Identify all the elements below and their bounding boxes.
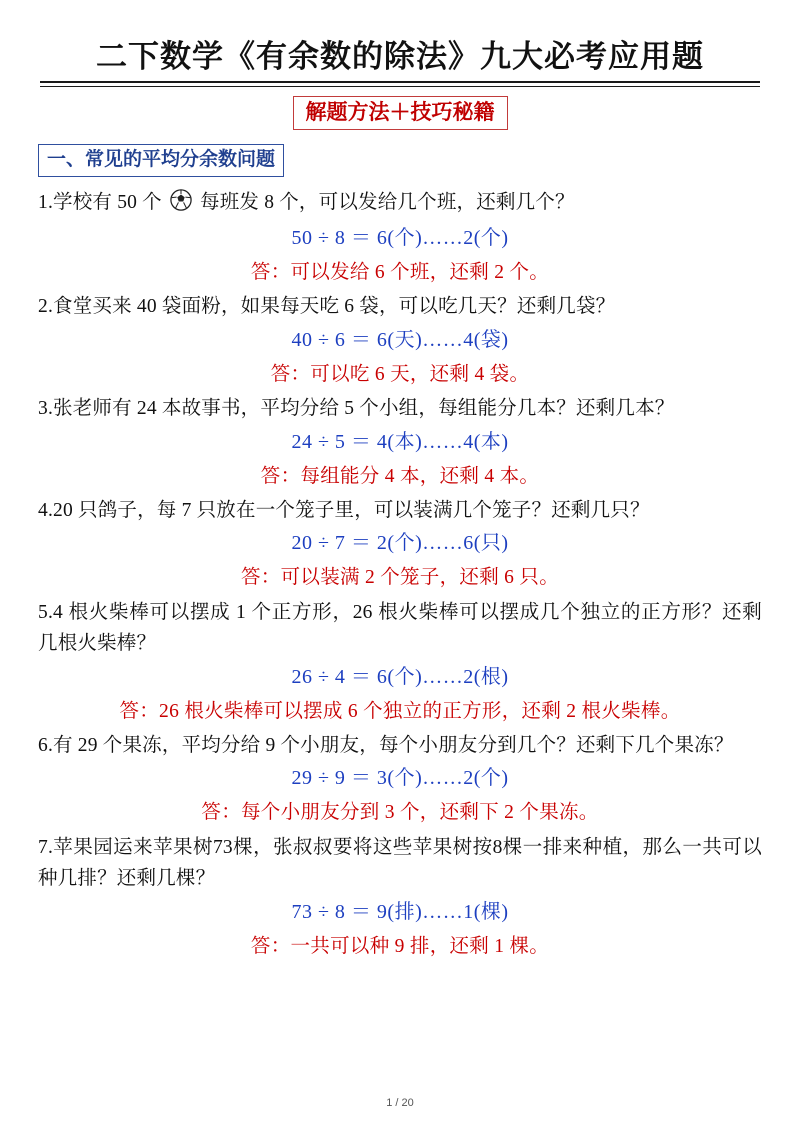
problem-item	[38, 832, 762, 963]
problem-answer: 答：每组能分 4 本，还剩 4 本。	[260, 465, 540, 487]
soccer-ball-icon	[170, 189, 192, 222]
title-block	[38, 38, 762, 87]
problem-item	[38, 291, 762, 391]
problem-question: 7.苹果园运来苹果树73棵，张叔叔要将这些苹果树按8棵一排来种植，那么一共可以种几排？还剩几棵？	[38, 836, 762, 890]
problem-equation: 50 ÷ 8 ＝ 6(个)……2(个)	[291, 227, 509, 250]
problem-question: 4.20 只鸽子，每 7 只放在一个笼子里，可以装满几个笼子？还剩几只？	[38, 499, 650, 521]
problem-equation: 20 ÷ 7 ＝ 2(个)……6(只)	[291, 532, 509, 555]
problem-question-text: 1.学校有 50 个	[38, 191, 167, 213]
problem-answer: 答：每个小朋友分到 3 个，还剩下 2 个果冻。	[201, 802, 599, 824]
problem-equation: 26 ÷ 4 ＝ 6(个)……2(根)	[291, 665, 509, 688]
problem-question-tail: 每班发 8 个，可以发给几个班，还剩几个？	[200, 191, 575, 213]
problem-question: 5.4 根火柴棒可以摆成 1 个正方形，26 根火柴棒可以摆成几个独立的正方形？还剩几根火柴棒？	[38, 601, 762, 655]
problem-question	[38, 187, 762, 222]
title-divider	[40, 81, 760, 87]
problem-question: 6.有 29 个果冻，平均分给 9 个小朋友，每个小朋友分到几个？还剩下几个果冻？	[38, 734, 734, 756]
page-number: 1 / 20	[386, 1097, 414, 1109]
problem-item	[38, 393, 762, 493]
section-heading: 一、常见的平均分余数问题	[38, 144, 284, 177]
document-subtitle: 解题方法＋技巧秘籍	[293, 96, 508, 130]
problem-equation: 24 ÷ 5 ＝ 4(本)……4(本)	[291, 430, 509, 453]
problem-answer: 答：26 根火柴棒可以摆成 6 个独立的正方形，还剩 2 根火柴棒。	[119, 700, 681, 722]
section-heading-block	[38, 130, 762, 177]
problem-item	[38, 187, 762, 290]
problem-answer: 答：一共可以种 9 排，还剩 1 棵。	[250, 935, 550, 957]
subtitle-block	[38, 96, 762, 130]
problem-equation: 40 ÷ 6 ＝ 6(天)……4(袋)	[291, 328, 509, 351]
problem-answer: 答：可以发给 6 个班，还剩 2 个。	[250, 262, 550, 284]
problem-equation: 29 ÷ 9 ＝ 3(个)……2(个)	[291, 767, 509, 790]
problem-item	[38, 597, 762, 728]
problem-list	[38, 187, 762, 963]
problem-item	[38, 495, 762, 595]
problem-answer: 答：可以吃 6 天，还剩 4 袋。	[270, 363, 530, 385]
problem-question: 3.张老师有 24 本故事书，平均分给 5 个小组，每组能分几本？还剩几本？	[38, 398, 675, 420]
problem-question: 2.食堂买来 40 袋面粉，如果每天吃 6 袋，可以吃几天？还剩几袋？	[38, 296, 616, 318]
problem-answer: 答：可以装满 2 个笼子，还剩 6 只。	[241, 567, 559, 589]
page-title: 二下数学《有余数的除法》九大必考应用题	[96, 39, 704, 74]
page-footer	[0, 1097, 800, 1109]
problem-item	[38, 730, 762, 830]
problem-equation: 73 ÷ 8 ＝ 9(排)……1(棵)	[291, 900, 509, 923]
